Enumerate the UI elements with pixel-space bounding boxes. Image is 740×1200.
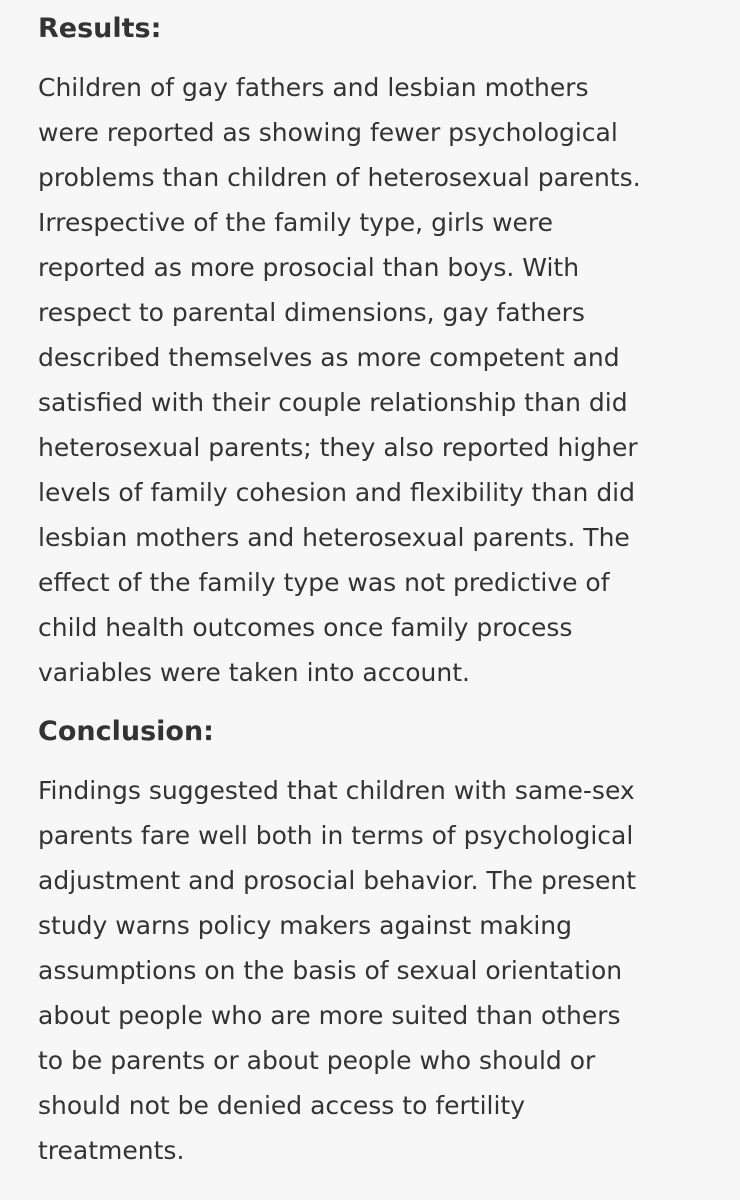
results-line: described themselves as more competent and: [38, 343, 620, 372]
results-heading: Results:: [38, 13, 162, 44]
conclusion-line: parents fare well both in terms of psychological: [38, 821, 634, 850]
results-line: levels of family cohesion and flexibility than did: [38, 478, 635, 507]
results-line: Irrespective of the family type, girls were: [38, 208, 554, 237]
conclusion-line: adjustment and prosocial behavior. The present: [38, 866, 637, 895]
conclusion-line: should not be denied access to fertility: [38, 1091, 526, 1120]
conclusion-line: to be parents or about people who should or: [38, 1046, 596, 1075]
conclusion-line: assumptions on the basis of sexual orientation: [38, 956, 623, 985]
results-line: heterosexual parents; they also reported higher: [38, 433, 638, 462]
conclusion-line: about people who are more suited than others: [38, 1001, 621, 1030]
conclusion-line: study warns policy makers against making: [38, 911, 573, 940]
results-line: Children of gay fathers and lesbian mothers: [38, 73, 589, 102]
results-line: lesbian mothers and heterosexual parents. The: [38, 523, 630, 552]
results-line: problems than children of heterosexual parents.: [38, 163, 641, 192]
results-line: variables were taken into account.: [38, 658, 470, 687]
results-line: reported as more prosocial than boys. With: [38, 253, 580, 282]
results-line: were reported as showing fewer psychological: [38, 118, 618, 147]
conclusion-line: treatments.: [38, 1136, 185, 1165]
results-line: satisfied with their couple relationship than did: [38, 388, 628, 417]
conclusion-line: Findings suggested that children with same-sex: [38, 776, 635, 805]
results-line: respect to parental dimensions, gay fathers: [38, 298, 585, 327]
conclusion-heading: Conclusion:: [38, 716, 214, 747]
results-line: child health outcomes once family process: [38, 613, 573, 642]
results-line: effect of the family type was not predictive of: [38, 568, 610, 597]
